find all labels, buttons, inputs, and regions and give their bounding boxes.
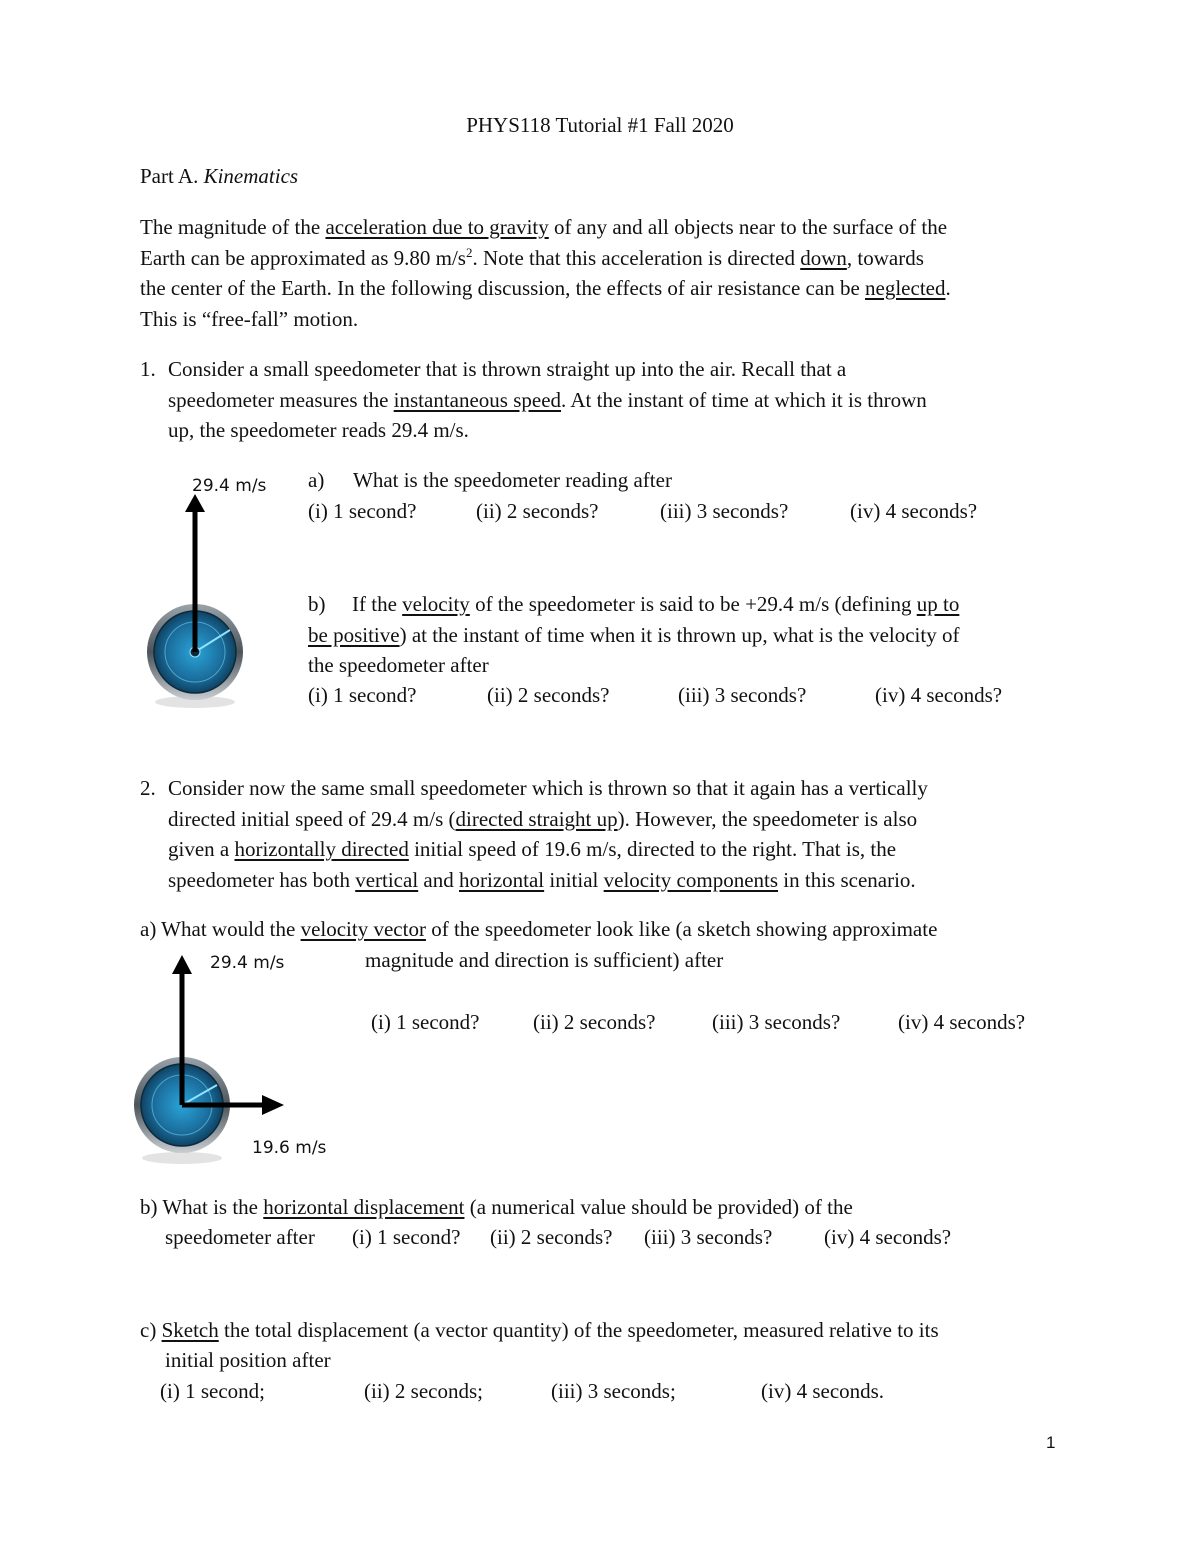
q2-paragraph: Consider now the same small speedometer which is thrown so that it again has a vertically directed initial speed of 29.4 m/s (directed straight up). However, the speedometer is also given a horizontally directed initial speed of 19.6 m/s, directed to the right. That is, the speedometer has both vertical and horizontal initial velocity components in this scenario. (168, 776, 928, 892)
term-neglected: neglected (865, 276, 946, 300)
q2c-option-iv: (iv) 4 seconds. (761, 1379, 885, 1403)
q1a-option-ii: (ii) 2 seconds? (476, 499, 599, 523)
q1b-label: b) (308, 592, 326, 616)
term-vertical: vertical (355, 867, 419, 892)
q1a-option-i: (i) 1 second? (308, 499, 417, 523)
q2b-option-i: (i) 1 second? (352, 1225, 461, 1249)
q2c-line2: initial position after (165, 1348, 331, 1372)
term-velocity-components: velocity components (603, 867, 779, 892)
q2a-option-iii: (iii) 3 seconds? (712, 1010, 841, 1034)
term-horizontal: horizontal (459, 867, 545, 892)
term-horizontal-displacement: horizontal displacement (263, 1195, 465, 1219)
page-number: 1 (1046, 1433, 1056, 1452)
q2a-option-i: (i) 1 second? (371, 1010, 480, 1034)
term-instantaneous-speed: instantaneous speed (393, 387, 562, 412)
term-horizontally-directed: horizontally directed (234, 837, 409, 861)
part-name: Kinematics (203, 164, 299, 188)
q2b-option-ii: (ii) 2 seconds? (490, 1225, 613, 1249)
q1-number: 1. (140, 357, 156, 381)
q1a-text: What is the speedometer reading after (353, 468, 672, 492)
q2-horizontal-label: 19.6 m/s (252, 1138, 327, 1158)
q2-number: 2. (140, 776, 156, 800)
q2b-line1: b) What is the horizontal displacement (a numerical value should be provided) of the (140, 1195, 853, 1219)
q1b-option-ii: (ii) 2 seconds? (487, 683, 610, 707)
term-velocity-vector: velocity vector (300, 917, 426, 941)
part-prefix: Part A. (140, 164, 199, 188)
q1b-option-iii: (iii) 3 seconds? (678, 683, 807, 707)
q1a-option-iii: (iii) 3 seconds? (660, 499, 789, 523)
term-velocity: velocity (402, 592, 470, 616)
q2a-line2: magnitude and direction is sufficient) after (365, 948, 724, 972)
q2-vertical-label: 29.4 m/s (210, 953, 285, 973)
q1b-option-i: (i) 1 second? (308, 683, 417, 707)
page-title: PHYS118 Tutorial #1 Fall 2020 (466, 113, 734, 137)
q2c-line1: c) Sketch the total displacement (a vector quantity) of the speedometer, measured relative to its (140, 1318, 939, 1342)
q2c-option-iii: (iii) 3 seconds; (551, 1379, 676, 1403)
q1-paragraph: Consider a small speedometer that is thrown straight up into the air. Recall that a speedometer measures the instantaneous speed. At the instant of time at which it is thrown up, the speedometer reads 29.4 m/s. (168, 357, 927, 442)
q2b-option-iii: (iii) 3 seconds? (644, 1225, 773, 1249)
term-directed-straight-up: directed straight up (455, 806, 618, 831)
q1a-option-iv: (iv) 4 seconds? (850, 499, 978, 523)
q2a-line1: a) What would the velocity vector of the speedometer look like (a sketch showing approximate (140, 917, 938, 941)
term-be-positive: be positive (308, 622, 400, 647)
q1b-option-iv: (iv) 4 seconds? (875, 683, 1003, 707)
part-heading (140, 161, 298, 192)
q2-figure (0, 0, 1, 1)
q2b-option-iv: (iv) 4 seconds? (824, 1225, 952, 1249)
q2a-option-ii: (ii) 2 seconds? (533, 1010, 656, 1034)
term-sketch: Sketch (161, 1318, 219, 1342)
term-down: down (800, 245, 847, 270)
q2c-option-ii: (ii) 2 seconds; (364, 1379, 483, 1403)
q1a-label: a) (308, 468, 325, 492)
q2c-option-i: (i) 1 second; (160, 1379, 265, 1403)
q1-arrow-label: 29.4 m/s (192, 476, 267, 496)
q1b-paragraph: If the velocity of the speedometer is said to be +29.4 m/s (defining up to be positive) at the instant of time when it is thrown up, what is the velocity of the speedometer after (308, 592, 960, 677)
term-up-to: up to (916, 592, 960, 616)
intro-paragraph: The magnitude of the acceleration due to gravity of any and all objects near to the surface of the Earth can be approximated as 9.80 $m/s^2$. Note that this acceleration is directed down, towards the center of the Earth. In the following discussion, the effects of air resistance can be neglected. This is “free-fall” motion. (140, 215, 951, 331)
q2a-option-iv: (iv) 4 seconds? (898, 1010, 1026, 1034)
q2b-line2: speedometer after (165, 1225, 315, 1249)
term-acceleration-due-to-gravity: acceleration due to gravity (325, 215, 549, 239)
